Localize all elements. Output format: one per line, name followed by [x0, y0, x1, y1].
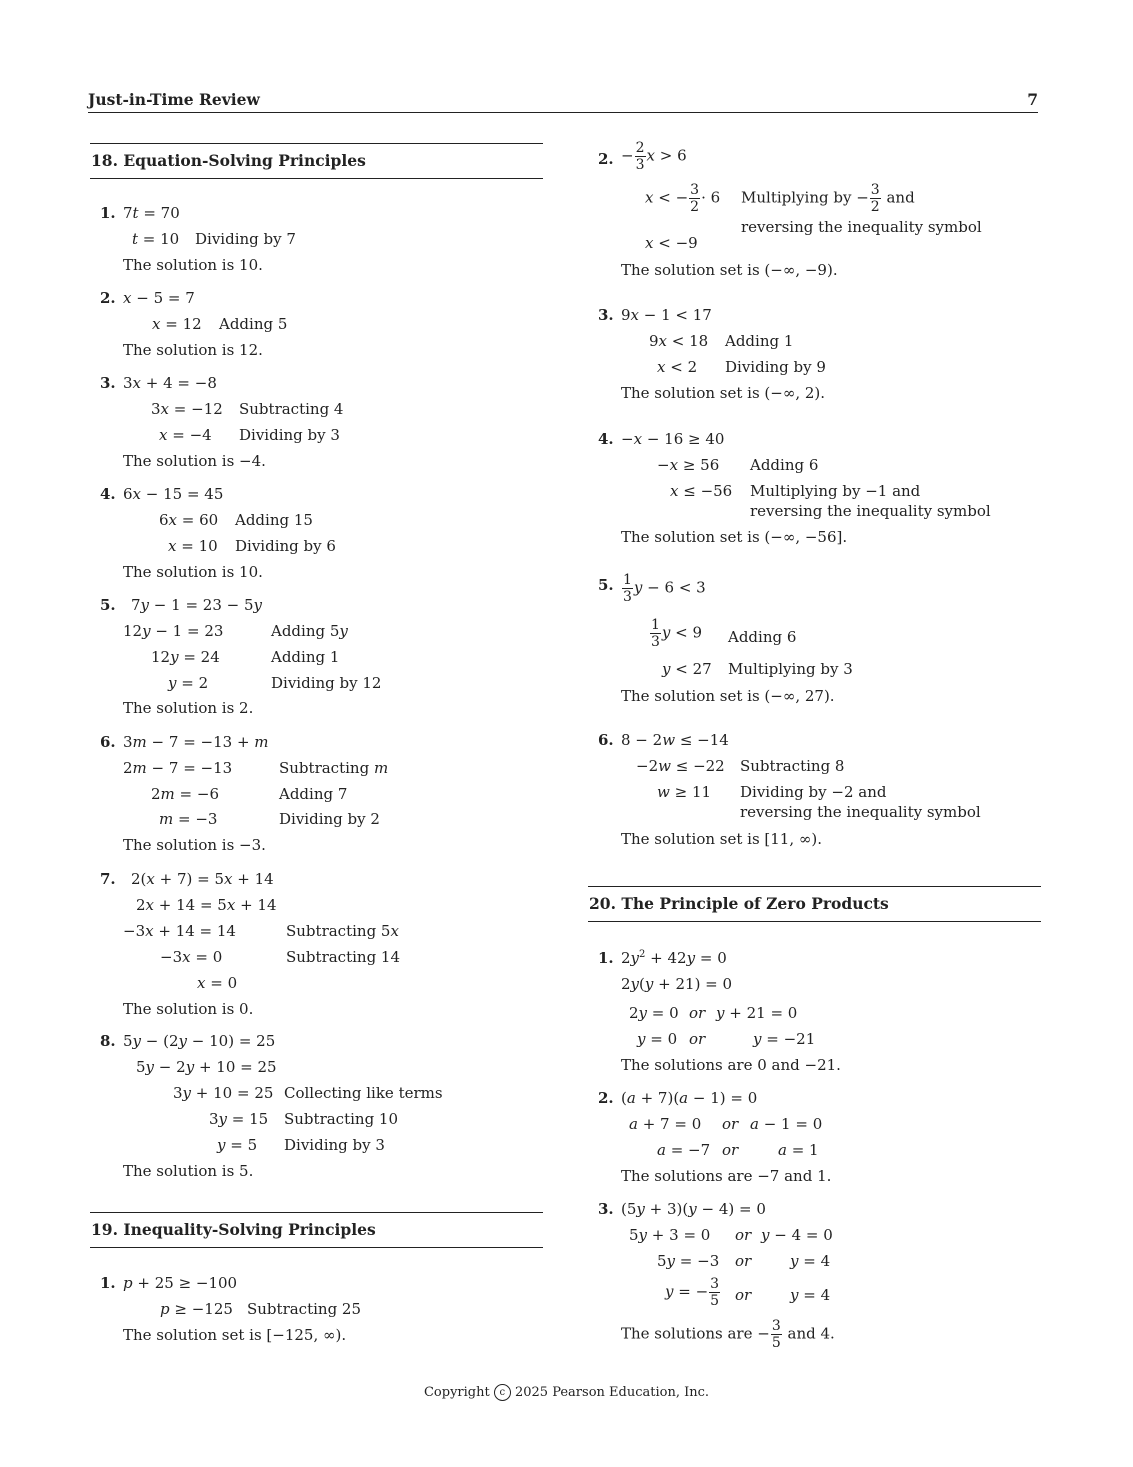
math-line: 6x − 15 = 45	[123, 485, 224, 503]
step-note: reversing the inequality symbol	[741, 218, 982, 236]
step-note: Multiplying by −1 and	[750, 482, 921, 500]
or-word: or	[689, 1004, 706, 1022]
section-heading-20: 20. The Principle of Zero Products	[588, 886, 1041, 922]
math-line: y = −21	[753, 1030, 816, 1048]
item-number: 1.	[100, 204, 116, 222]
conclusion: The solution is 10.	[123, 563, 263, 581]
math-line: 2m = −6	[151, 785, 219, 803]
math-line: 6x = 60	[159, 511, 219, 529]
conclusion: The solution is 10.	[123, 256, 263, 274]
or-word: or	[735, 1252, 752, 1270]
conclusion: The solutions are −7 and 1.	[621, 1167, 832, 1185]
math-line: m = −3	[159, 810, 218, 828]
math-line: p + 25 ≥ −100	[123, 1274, 238, 1292]
math-line: 3y + 10 = 25	[173, 1084, 274, 1102]
conclusion: The solution is 2.	[123, 699, 254, 717]
math-line: 7t = 70	[123, 204, 180, 222]
step-note: Dividing by 7	[195, 230, 296, 248]
conclusion: The solutions are 0 and −21.	[621, 1056, 841, 1074]
section-heading-18: 18. Equation-Solving Principles	[90, 143, 543, 179]
math-line: y = 2	[168, 674, 209, 692]
step-note: Multiplying by − $\frac{3}{2}$ and	[741, 182, 915, 215]
math-line: 2y = 0	[629, 1004, 679, 1022]
step-note: Adding 1	[271, 648, 340, 666]
math-line: y − 4 = 0	[761, 1226, 833, 1244]
math-line: (5y + 3)(y − 4) = 0	[621, 1200, 766, 1218]
step-note: Adding 7	[279, 785, 348, 803]
step-note: Subtracting 10	[284, 1110, 399, 1128]
step-note: Dividing by 12	[271, 674, 382, 692]
step-note: Adding 1	[725, 332, 794, 350]
math-line: a + 7 = 0	[629, 1115, 702, 1133]
step-note: Dividing by 6	[235, 537, 336, 555]
math-line: a = −7	[657, 1141, 711, 1159]
step-note: Dividing by 9	[725, 358, 826, 376]
math-line: 5y = −3	[657, 1252, 720, 1270]
step-note: Subtracting 8	[740, 757, 845, 775]
or-word: or	[735, 1226, 752, 1244]
math-line: y = 4	[790, 1286, 831, 1304]
conclusion: The solution is −3.	[123, 836, 266, 854]
math-line: $2y^2 + 42y = 0$	[621, 949, 727, 967]
math-line: 5y − 2y + 10 = 25	[136, 1058, 277, 1076]
page-number: 7	[1027, 90, 1038, 109]
math-line: 2(x + 7) = 5x + 14	[131, 870, 274, 888]
math-line: 5y + 3 = 0	[629, 1226, 711, 1244]
or-word: or	[722, 1141, 739, 1159]
conclusion: The solution set is (−∞, −56].	[621, 528, 848, 546]
math-line: x < −9	[645, 234, 698, 252]
step-note: reversing the inequality symbol	[740, 803, 981, 821]
math-line: x < − $\frac{3}{2}$ · 6	[645, 182, 721, 215]
conclusion: The solution set is [11, ∞).	[621, 830, 823, 848]
math-line: y = 4	[790, 1252, 831, 1270]
step-note: Subtracting 5x	[286, 922, 399, 940]
math-line: 12y − 1 = 23	[123, 622, 224, 640]
or-word: or	[735, 1286, 752, 1304]
math-line: 3x + 4 = −8	[123, 374, 217, 392]
step-note: Subtracting 25	[247, 1300, 362, 1318]
step-note: Subtracting m	[279, 759, 389, 777]
math-line: x ≤ −56	[670, 482, 733, 500]
math-line: a − 1 = 0	[750, 1115, 823, 1133]
step-note: Adding 6	[728, 628, 797, 646]
math-line: x = 0	[197, 974, 238, 992]
step-note: Dividing by −2 and	[740, 783, 887, 801]
section-heading-19: 19. Inequality-Solving Principles	[90, 1212, 543, 1248]
math-line: x < 2	[657, 358, 698, 376]
conclusion: The solution set is (−∞, 2).	[621, 384, 826, 402]
math-line: y = 5	[217, 1136, 258, 1154]
math-line: 9x < 18	[649, 332, 709, 350]
math-line: p ≥ −125	[160, 1300, 233, 1318]
math-line: $\frac{1}{3}$ y − 6 < 3	[623, 572, 706, 605]
math-line: 2x + 14 = 5x + 14	[136, 896, 277, 914]
math-line: t = 10	[132, 230, 180, 248]
step-note: Dividing by 3	[239, 426, 340, 444]
conclusion: The solutions are − $\frac{3}{5}$ and 4.	[621, 1318, 835, 1351]
conclusion: The solution set is (−∞, 27).	[621, 687, 835, 705]
math-line: −2w ≤ −22	[636, 757, 725, 775]
running-header	[88, 86, 1038, 113]
math-line: (a + 7)(a − 1) = 0	[621, 1089, 758, 1107]
math-line: 3x = −12	[151, 400, 223, 418]
step-note: Dividing by 3	[284, 1136, 385, 1154]
math-line: 7y − 1 = 23 − 5y	[131, 596, 263, 614]
copyright-icon: c	[494, 1384, 511, 1401]
math-line: y + 21 = 0	[716, 1004, 798, 1022]
math-line: 2m − 7 = −13	[123, 759, 233, 777]
math-line: 5y − (2y − 10) = 25	[123, 1032, 276, 1050]
math-line: −x ≥ 56	[657, 456, 720, 474]
conclusion: The solution is 12.	[123, 341, 263, 359]
math-line: −3x = 0	[160, 948, 223, 966]
header-title: Just-in-Time Review	[88, 90, 260, 109]
math-line: −3x + 14 = 14	[123, 922, 236, 940]
step-note: Dividing by 2	[279, 810, 380, 828]
math-line: y < 27	[662, 660, 712, 678]
math-line: x = 12	[152, 315, 202, 333]
math-line: 3m − 7 = −13 + m	[123, 733, 269, 751]
or-word: or	[722, 1115, 739, 1133]
math-line: −x − 16 ≥ 40	[621, 430, 725, 448]
math-line: 3y = 15	[209, 1110, 269, 1128]
math-line: y = 0	[637, 1030, 678, 1048]
step-note: Subtracting 4	[239, 400, 344, 418]
math-line: x = −4	[159, 426, 212, 444]
conclusion: The solution set is [−125, ∞).	[123, 1326, 347, 1344]
step-note: Subtracting 14	[286, 948, 401, 966]
conclusion: The solution is 5.	[123, 1162, 254, 1180]
or-word: or	[689, 1030, 706, 1048]
math-line: y = − $\frac{3}{5}$	[665, 1276, 720, 1309]
math-line: x = 10	[168, 537, 218, 555]
step-note: Adding 5	[219, 315, 288, 333]
copyright-footer: Copyright c 2025 Pearson Education, Inc.	[423, 1385, 710, 1400]
step-note: Collecting like terms	[284, 1084, 443, 1102]
math-line: 12y = 24	[151, 648, 220, 666]
conclusion: The solution is 0.	[123, 1000, 254, 1018]
math-line: 8 − 2w ≤ −14	[621, 731, 729, 749]
step-note: Adding 6	[750, 456, 819, 474]
step-note: Adding 15	[235, 511, 313, 529]
step-note: reversing the inequality symbol	[750, 502, 991, 520]
math-line: 2y(y + 21) = 0	[621, 975, 733, 993]
math-line: x − 5 = 7	[123, 289, 195, 307]
step-note: Multiplying by 3	[728, 660, 853, 678]
step-note: Adding 5y	[271, 622, 348, 640]
math-line: 9x − 1 < 17	[621, 306, 712, 324]
math-line: a = 1	[778, 1141, 819, 1159]
math-line: $\frac{1}{3}$ y < 9	[651, 617, 703, 650]
conclusion: The solution is −4.	[123, 452, 266, 470]
math-line: − $\frac{2}{3}$ x > 6	[621, 140, 687, 173]
math-line: w ≥ 11	[657, 783, 712, 801]
conclusion: The solution set is (−∞, −9).	[621, 261, 838, 279]
